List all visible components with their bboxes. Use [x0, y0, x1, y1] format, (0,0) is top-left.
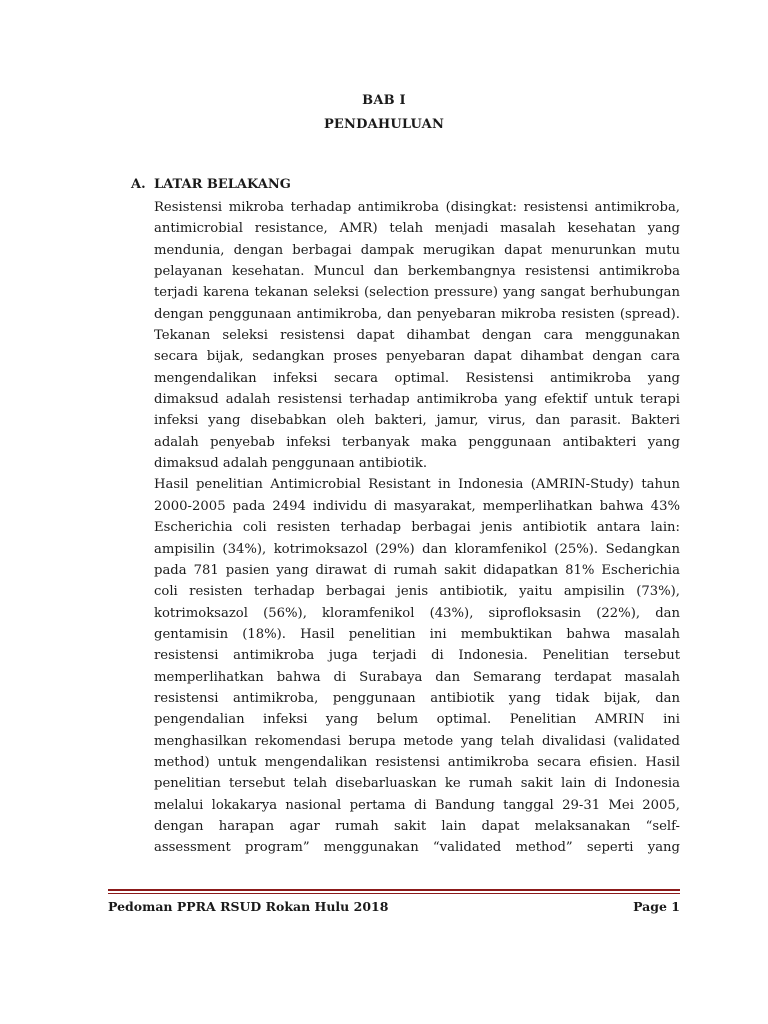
body-line: kotrimoksazol (56%), kloramfenikol (43%), siprofloksasin (22%), dan [154, 605, 680, 621]
body-line: pengendalian infeksi yang belum optimal. Penelitian AMRIN ini [154, 712, 680, 728]
body-line: infeksi yang disebabkan oleh bakteri, jamur, virus, dan parasit. Bakteri [154, 413, 680, 429]
body-line: resistensi antimikroba, penggunaan antibiotik yang tidak bijak, dan [154, 690, 680, 706]
body-line: mengendalikan infeksi secara optimal. Resistensi antimikroba yang [154, 370, 680, 386]
body-line: ampisilin (34%), kotrimoksazol (29%) dan kloramfenikol (25%). Sedangkan [154, 541, 680, 557]
footer-document-title: Pedoman PPRA RSUD Rokan Hulu 2018 [108, 899, 389, 914]
footer-page-number: Page 1 [633, 899, 680, 914]
body-line: Tekanan seleksi resistensi dapat dihambat dengan cara menggunakan [154, 328, 680, 344]
body-line: terjadi karena tekanan seleksi (selection pressure) yang sangat berhubungan [154, 285, 680, 301]
footer-rule [108, 889, 680, 891]
section-title: LATAR BELAKANG [154, 177, 291, 192]
body-line: gentamisin (18%). Hasil penelitian ini membuktikan bahwa masalah [154, 626, 680, 642]
body-line: coli resisten terhadap berbagai jenis antibiotik, yaitu ampisilin (73%), [154, 584, 680, 600]
body-line: antimicrobial resistance, AMR) telah menjadi masalah kesehatan yang [154, 221, 680, 237]
body-line: assessment program” menggunakan “validated method” seperti yang [154, 840, 680, 856]
section-heading [131, 177, 291, 192]
body-line: secara bijak, sedangkan proses penyebaran dapat dihambat dengan cara [154, 349, 680, 365]
body-line: pelayanan kesehatan. Muncul dan berkembangnya resistensi antimikroba [154, 264, 680, 280]
body-line: method) untuk mengendalikan resistensi antimikroba secara efisien. Hasil [154, 754, 680, 770]
body-line: Resistensi mikroba terhadap antimikroba (disingkat: resistensi antimikroba, [154, 200, 680, 215]
body-line: 2000-2005 pada 2494 individu di masyarakat, memperlihatkan bahwa 43% [154, 498, 680, 514]
body-line: dengan penggunaan antimikroba, dan penyebaran mikroba resisten (spread). [154, 306, 680, 322]
body-line: adalah penyebab infeksi terbanyak maka penggunaan antibakteri yang [154, 434, 680, 450]
body-line: penelitian tersebut telah disebarluaskan ke rumah sakit lain di Indonesia [154, 776, 680, 792]
body-line: Escherichia coli resisten terhadap berbagai jenis antibiotik antara lain: [154, 520, 680, 536]
footer-rule-thin [108, 893, 680, 894]
body-line: pada 781 pasien yang dirawat di rumah sakit didapatkan 81% Escherichia [154, 562, 680, 578]
body-line: dimaksud adalah resistensi terhadap antimikroba yang efektif untuk terapi [154, 392, 680, 408]
chapter-number: BAB I [362, 93, 406, 108]
body-line: melalui lokakarya nasional pertama di Bandung tanggal 29-31 Mei 2005, [154, 797, 680, 813]
body-line: mendunia, dengan berbagai dampak merugikan dapat menurunkan mutu [154, 242, 680, 258]
body-line: dengan harapan agar rumah sakit lain dapat melaksanakan “self- [154, 818, 680, 834]
body-line: resistensi antimikroba juga terjadi di Indonesia. Penelitian tersebut [154, 648, 680, 664]
body-line: Hasil penelitian Antimicrobial Resistant in Indonesia (AMRIN-Study) tahun [154, 477, 680, 493]
body-text [154, 197, 680, 859]
body-line: dimaksud adalah penggunaan antibiotik. [154, 456, 428, 472]
chapter-title: PENDAHULUAN [323, 117, 445, 132]
body-line: memperlihatkan bahwa di Surabaya dan Semarang terdapat masalah [154, 669, 680, 685]
section-letter: A. [131, 177, 146, 192]
body-line: menghasilkan rekomendasi berupa metode yang telah divalidasi (validated [154, 733, 680, 749]
